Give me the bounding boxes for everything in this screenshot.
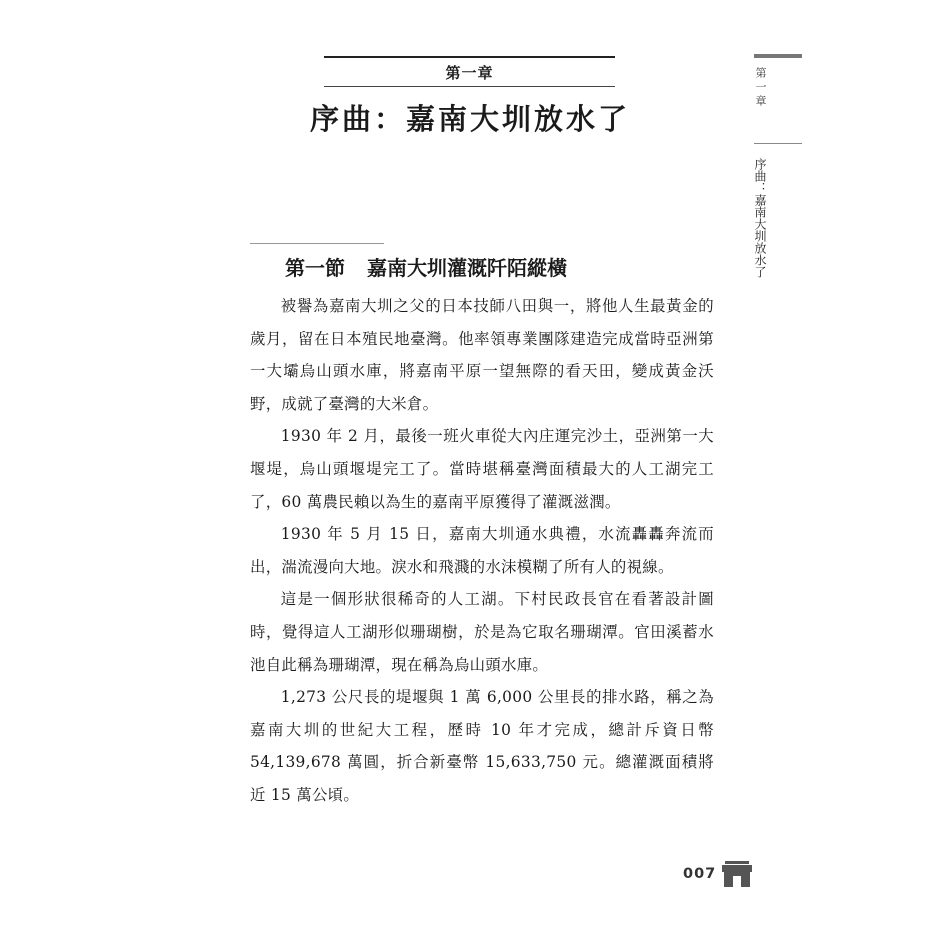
side-tab-title: 序曲：嘉南大圳放水了: [753, 158, 767, 278]
chapter-label: 第一章: [445, 64, 494, 82]
chapter-rule-bottom: [324, 86, 615, 87]
side-tab-divider: [754, 143, 802, 144]
section-number: 第一節: [285, 256, 345, 280]
side-tab-bar: [754, 54, 802, 58]
paragraph: 1,273 公尺長的堤堰與 1 萬 6,000 公里長的排水路，稱之為嘉南大圳的世紀大工程，歷時 10 年才完成，總計斥資日幣 54,139,678 萬圓，折合新臺幣 15,633,750 元。總灌溉面積將近 15 萬公頃。: [250, 688, 714, 804]
section-title: 嘉南大圳灌溉阡陌縱橫: [367, 256, 567, 280]
gate-icon: [722, 861, 752, 887]
section-rule: [250, 243, 384, 244]
body-text: [250, 290, 714, 812]
paragraph: 這是一個形狀很稀奇的人工湖。下村民政長官在看著設計圖時，覺得這人工湖形似珊瑚樹，於是為它取名珊瑚潭。官田溪蓄水池自此稱為珊瑚潭，現在稱為烏山頭水庫。: [250, 590, 714, 674]
paragraph: 1930 年 2 月，最後一班火車從大內庄運完沙土，亞洲第一大堰堤，烏山頭堰堤完工了。當時堪稱臺灣面積最大的人工湖完工了，60 萬農民賴以為生的嘉南平原獲得了灌溉滋潤。: [250, 427, 714, 511]
page-number: 007: [683, 866, 717, 882]
section-heading: [285, 252, 567, 281]
side-tab-chapter: 第一章: [754, 67, 767, 109]
paragraph: 1930 年 5 月 15 日，嘉南大圳通水典禮，水流轟轟奔流而出，湍流漫向大地。淚水和飛濺的水沫模糊了所有人的視線。: [250, 525, 714, 576]
paragraph: 被譽為嘉南大圳之父的日本技師八田與一，將他人生最黃金的歲月，留在日本殖民地臺灣。他率領專業團隊建造完成當時亞洲第一大壩烏山頭水庫，將嘉南平原一望無際的看天田，變成黃金沃野，成就了臺灣的大米倉。: [250, 297, 714, 413]
chapter-rule-top: [324, 56, 615, 58]
chapter-title: 序曲：嘉南大圳放水了: [309, 102, 630, 136]
